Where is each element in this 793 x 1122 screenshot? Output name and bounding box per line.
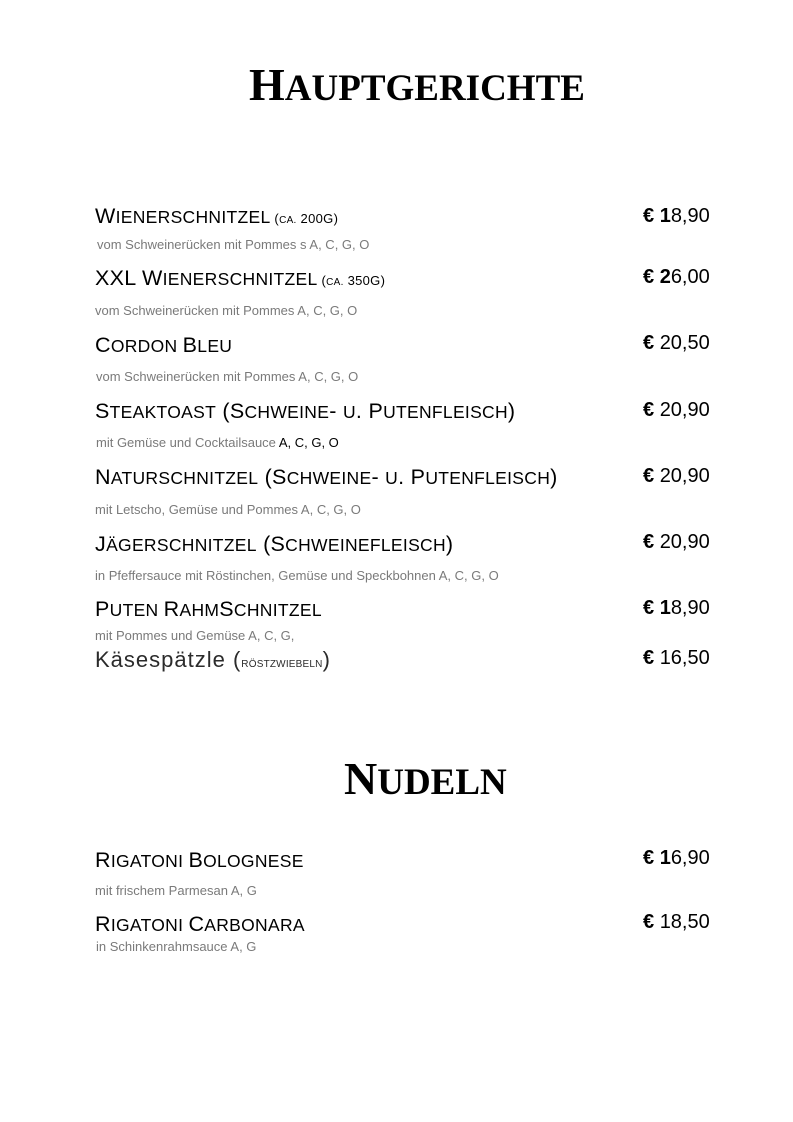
menu-item-description: in Schinkenrahmsauce A, G [96, 939, 257, 954]
section-title-initial: H [249, 59, 285, 110]
menu-item-name: Käsespätzle (RÖSTZWIEBELN) [95, 647, 331, 672]
menu-item-description: mit Letscho, Gemüse und Pommes A, C, G, O [95, 502, 361, 517]
menu-item-price: € 18,50 [643, 911, 710, 933]
menu-item-description: vom Schweinerücken mit Pommes s A, C, G, O [97, 237, 370, 252]
menu-item-description: in Pfeffersauce mit Röstinchen, Gemüse und Speckbohnen A, C, G, O [95, 568, 499, 583]
menu-item-description: vom Schweinerücken mit Pommes A, C, G, O [95, 303, 358, 318]
menu-item-price: € 18,90 [643, 205, 710, 227]
menu-item-name: RIGATONI CARBONARA [95, 912, 305, 936]
menu-item-name: PUTEN RAHMSCHNITZEL [95, 597, 322, 621]
section-title-initial: N [344, 753, 378, 804]
menu-item-name: STEAKTOAST (SCHWEINE- U. PUTENFLEISCH) [95, 399, 516, 423]
menu-item-name: NATURSCHNITZEL (SCHWEINE- U. PUTENFLEISCH) [95, 465, 558, 489]
section-title-hauptgerichte [249, 58, 585, 111]
menu-item-description: mit Gemüse und Cocktailsauce A, C, G, O [96, 435, 339, 450]
menu-item-price: € 16,50 [643, 647, 710, 669]
section-title-rest: UDELN [377, 762, 507, 803]
menu-item-name: CORDON BLEU [95, 333, 233, 357]
menu-item-name: RIGATONI BOLOGNESE [95, 848, 304, 872]
menu-item-description: mit frischem Parmesan A, G [95, 883, 257, 898]
menu-item-description: vom Schweinerücken mit Pommes A, C, G, O [96, 369, 359, 384]
menu-item-price: € 26,00 [643, 266, 710, 288]
menu-item-price: € 16,90 [643, 847, 710, 869]
menu-item-name: WIENERSCHNITZEL (CA. 200G) [95, 204, 339, 228]
section-title-rest: AUPTGERICHTE [284, 68, 585, 109]
menu-item-name: JÄGERSCHNITZEL (SCHWEINEFLEISCH) [95, 532, 454, 556]
menu-item-price: € 20,90 [643, 465, 710, 487]
menu-item-name: XXL WIENERSCHNITZEL (CA. 350G) [95, 266, 386, 290]
section-title-nudeln [344, 752, 507, 805]
menu-item-description: mit Pommes und Gemüse A, C, G, [95, 628, 295, 643]
menu-item-price: € 18,90 [643, 597, 710, 619]
menu-item-price: € 20,90 [643, 531, 710, 553]
menu-item-price: € 20,50 [643, 332, 710, 354]
menu-item-price: € 20,90 [643, 399, 710, 421]
